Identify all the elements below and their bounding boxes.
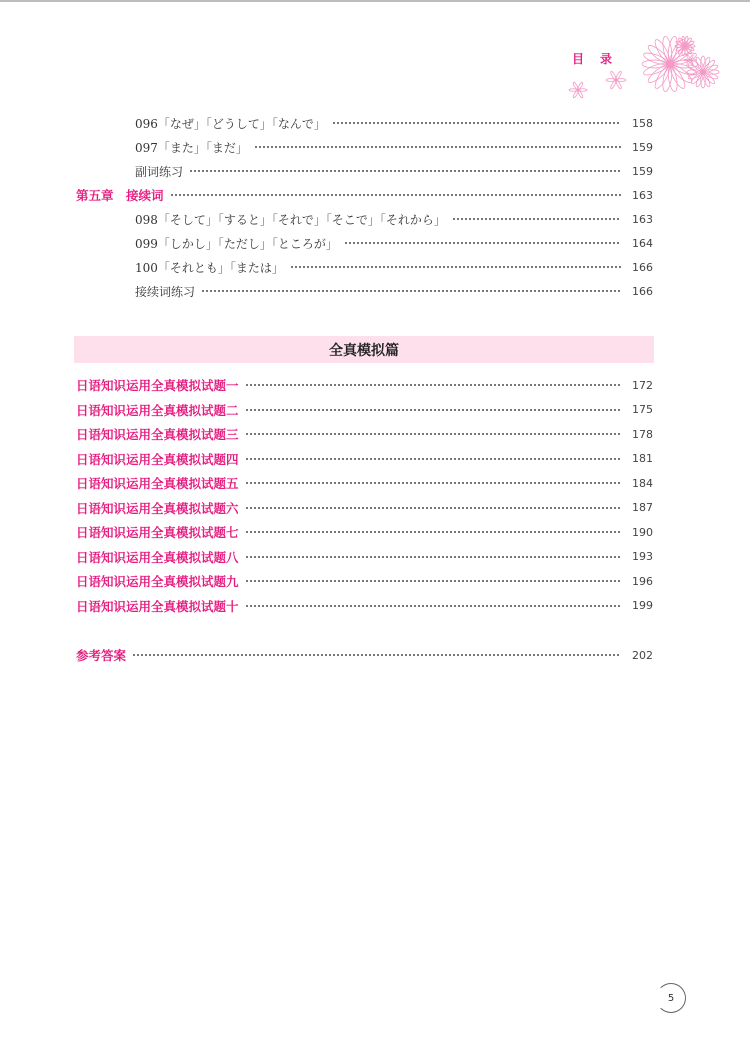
toc-entry-page: 159 [632,140,653,154]
dot-leader [245,482,621,484]
toc-entry-page: 184 [632,476,653,490]
flower-center [700,69,705,74]
toc-entry-label: 099「しかし」「ただし」「ところが」 [135,236,338,251]
toc-entry-page: 163 [632,212,653,226]
mock-test-label: 日语知识运用全真模拟试题九 [76,574,239,589]
toc-entry-label: 副词练习 [135,164,184,179]
flower-petal [569,89,577,92]
dot-leader [245,531,621,533]
dot-leader [245,605,621,607]
dot-leader [245,384,621,386]
toc-entry-adverb-exercise[interactable] [0,161,750,181]
dot-leader [189,170,621,172]
dot-leader [132,654,621,656]
section-band: 全真模拟篇 [74,336,654,363]
toc-entry-100[interactable] [0,257,750,277]
toc-entry-099[interactable] [0,233,750,253]
blossom-icon [606,71,626,90]
toc-entry-label: 097「また」「まだ」 [135,140,248,155]
dot-leader [332,122,621,124]
toc-mock-test[interactable] [0,522,750,542]
flower-petal [704,64,719,74]
toc-entry-page: 181 [632,452,653,465]
toc-entry-098[interactable] [0,209,750,229]
toc-entry-page: 163 [632,188,653,202]
toc-entry-page: 164 [632,236,653,250]
dot-leader [290,266,621,268]
toc-mock-test[interactable] [0,375,750,395]
toc-entry-page: 190 [632,525,653,539]
flower-center [689,59,691,61]
flower-decoration-icon [560,30,750,110]
toc-mock-test[interactable] [0,449,750,469]
flower-center [577,89,580,92]
dot-leader [245,458,621,460]
mock-test-label: 日语知识运用全真模拟试题四 [76,451,239,467]
toc-entry-page: 175 [632,403,653,416]
flower-petal [606,79,615,82]
dot-leader [170,194,621,196]
flower-petal [642,51,668,67]
flower-petal [579,89,587,92]
flower-center [614,78,617,81]
flower-petal [642,60,667,68]
toc-mock-test[interactable] [0,547,750,567]
toc-entry-label: 098「そして」「すると」「それで」「そこで」「それから」 [135,212,446,227]
toc-entry-page: 178 [632,427,653,441]
mock-test-label: 日语知识运用全真模拟试题八 [76,549,239,565]
mock-test-label: 日语知识运用全真模拟试题一 [76,378,239,393]
toc-mock-test[interactable] [0,473,750,493]
mock-test-label: 日语知识运用全真模拟试题七 [76,525,239,540]
toc-entry-page: 159 [632,164,653,178]
toc-entry-page: 166 [632,260,653,274]
flower-center [683,44,686,47]
flower-petal [702,56,712,71]
mock-test-label: 日语知识运用全真模拟试题十 [76,598,239,614]
chapter-heading: 第五章 接续词 [76,188,164,203]
flower-center [666,60,675,69]
toc-entry-label: 接续词练习 [135,284,196,299]
toc-answers[interactable] [0,645,750,665]
toc-mock-test[interactable] [0,571,750,591]
toc-mock-test[interactable] [0,596,750,616]
mock-test-label: 日语知识运用全真模拟试题六 [76,500,239,516]
toc-entry-page: 196 [632,574,653,588]
dot-leader [254,146,621,148]
toc-entry-conjunction-exercise[interactable] [0,281,750,301]
flower-petal [617,79,626,82]
dot-leader [245,556,621,558]
toc-entry-page: 172 [632,378,653,392]
toc-mock-test[interactable] [0,424,750,444]
toc-entry-page: 202 [632,648,653,662]
toc-mock-test[interactable] [0,498,750,518]
toc-entry-page: 166 [632,284,653,298]
answers-label: 参考答案 [76,648,127,663]
mock-test-label: 日语知识运用全真模拟试题五 [76,476,239,491]
page-number: 5 [656,983,686,1013]
flower-petal [671,61,697,77]
toc-entry-page: 193 [632,550,653,563]
toc-entry-label: 096「なぜ」「どうして」「なんで」 [135,116,326,131]
dot-leader [245,580,621,582]
toc-chapter-five[interactable] [0,185,750,205]
dot-leader [344,242,621,244]
flower-petal [642,61,668,77]
flower-petal [687,64,702,74]
flower-petal [695,73,705,88]
mock-test-label: 日语知识运用全真模拟试题三 [76,427,239,442]
mock-test-label: 日语知识运用全真模拟试题二 [76,402,239,418]
blossom-icon [569,82,587,99]
dot-leader [245,433,621,435]
toc-entry-097[interactable] [0,137,750,157]
dot-leader [245,409,621,411]
toc-entry-page: 187 [632,501,653,514]
dot-leader [452,218,621,220]
top-rule [0,0,750,2]
toc-entry-page: 199 [632,599,653,612]
dot-leader [201,290,621,292]
toc-mock-test[interactable] [0,400,750,420]
dot-leader [245,507,621,509]
toc-entry-label: 100「それとも」「または」 [135,260,284,275]
header-label: 目 录 [572,52,615,66]
toc-entry-096[interactable] [0,113,750,133]
toc-entry-page: 158 [632,116,653,130]
